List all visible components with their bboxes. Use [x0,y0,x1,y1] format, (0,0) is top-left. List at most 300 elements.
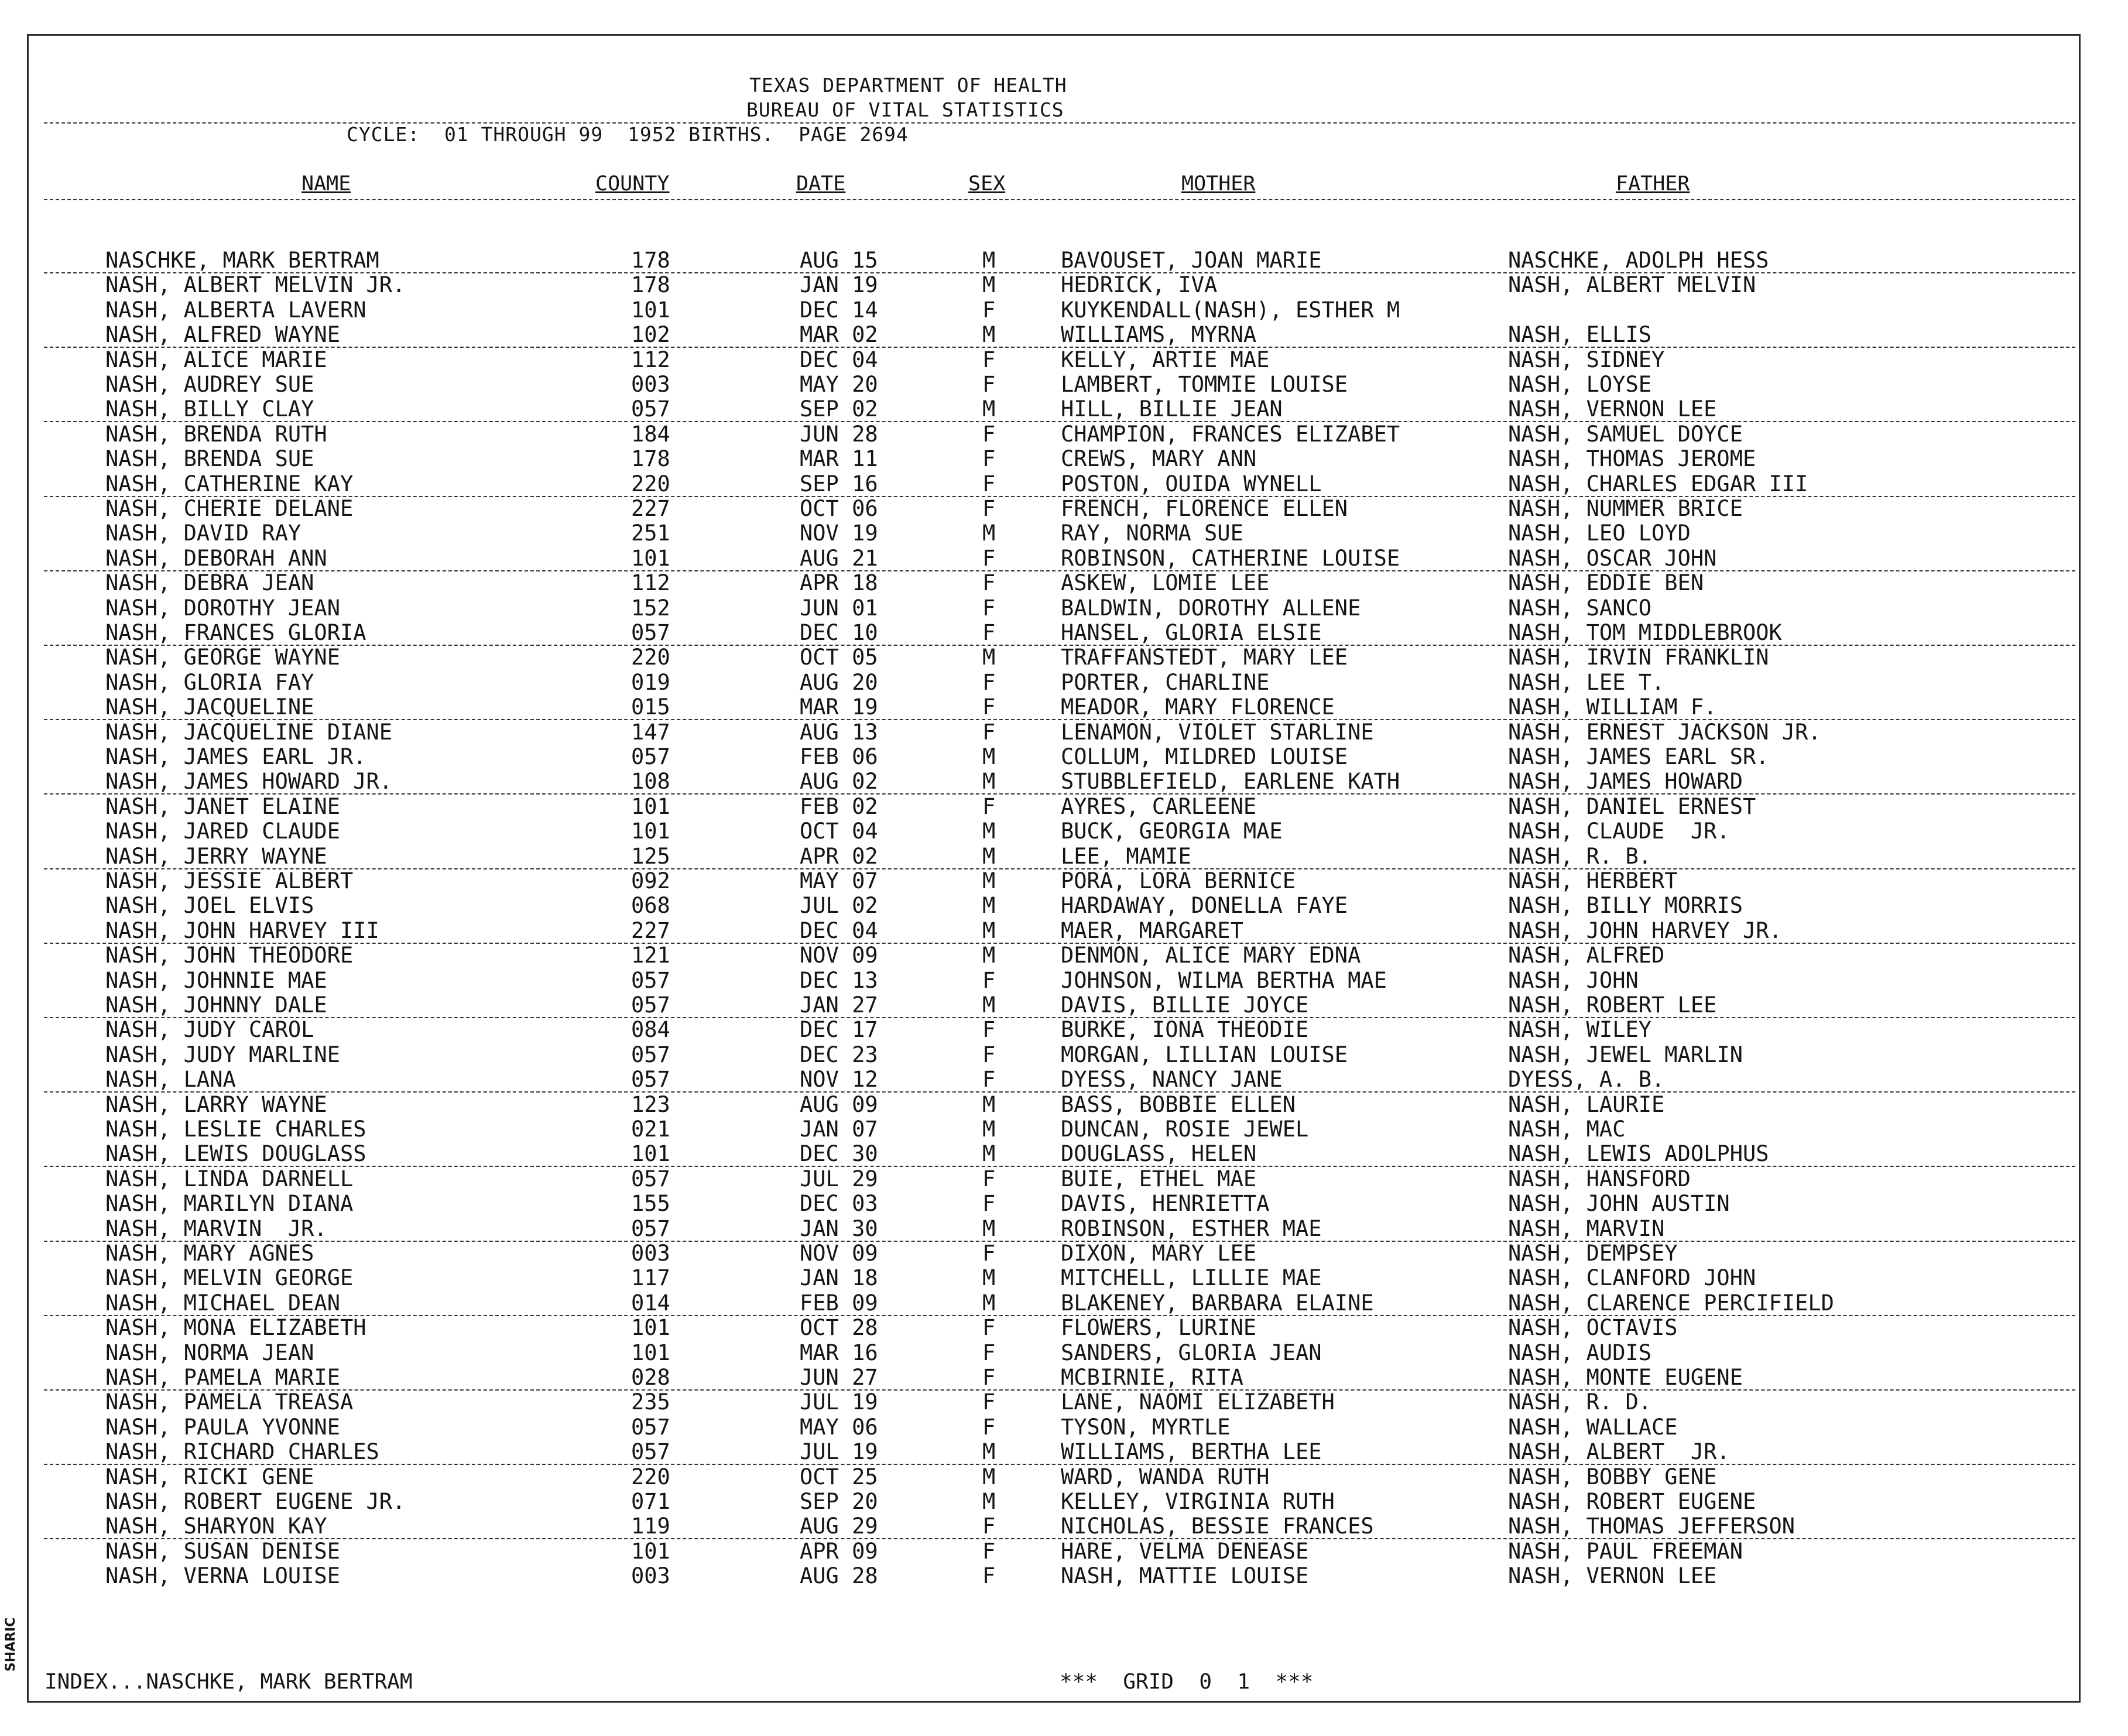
record-sex: F [982,347,996,372]
record-name: NASH, SUSAN DENISE [105,1538,340,1564]
record-father: NASH, LEWIS ADOLPHUS [1508,1141,1769,1167]
record-father: NASH, DANIEL ERNEST [1508,793,1756,819]
record-father: NASH, OSCAR JOHN [1508,545,1717,571]
record-county: 021 [631,1117,670,1142]
record-name: NASH, BILLY CLAY [105,396,314,422]
record-county: 112 [631,347,670,372]
record-sex: F [982,669,996,695]
record-sex: F [982,1166,996,1191]
record-date: DEC 13 [800,967,878,993]
record-county: 220 [631,471,670,497]
record-name: NASH, ALFRED WAYNE [105,322,340,348]
record-date: SEP 20 [800,1489,878,1514]
record-mother: LENAMON, VIOLET STARLINE [1061,719,1374,745]
record-date: SEP 02 [800,396,878,422]
record-name: NASH, MELVIN GEORGE [105,1265,354,1291]
record-mother: COLLUM, MILDRED LOUISE [1061,744,1348,769]
record-date: AUG 29 [800,1514,878,1539]
record-name: NASH, JACQUELINE DIANE [105,719,393,745]
record-father: NASH, BOBBY GENE [1508,1464,1717,1490]
record-county: 101 [631,545,670,571]
record-name: NASH, DEBORAH ANN [105,545,327,571]
row-separator [44,347,2075,348]
record-mother: PORTER, CHARLINE [1061,669,1270,695]
record-name: NASH, MARVIN JR. [105,1215,327,1241]
record-sex: F [982,570,996,596]
record-county: 028 [631,1365,670,1390]
record-mother: HARDAWAY, DONELLA FAYE [1061,893,1348,919]
record-father: NASH, ERNEST JACKSON JR. [1508,719,1821,745]
record-father: NASH, VERNON LEE [1508,1563,1717,1589]
record-date: JUN 27 [800,1365,878,1390]
record-sex: F [982,471,996,497]
record-father: NASH, JAMES HOWARD [1508,769,1743,795]
record-mother: FLOWERS, LURINE [1061,1315,1257,1341]
record-father: NASH, EDDIE BEN [1508,570,1704,596]
record-sex: M [982,1439,996,1465]
record-county: 057 [631,396,670,422]
record-sex: F [982,1514,996,1539]
record-mother: NICHOLAS, BESSIE FRANCES [1061,1514,1374,1539]
record-father: NASH, OCTAVIS [1508,1315,1678,1341]
record-county: 057 [631,1414,670,1440]
record-date: APR 18 [800,570,878,596]
record-date: OCT 05 [800,645,878,670]
record-father: NASH, ROBERT EUGENE [1508,1489,1756,1514]
record-name: NASH, BRENDA SUE [105,446,314,472]
column-date: DATE [796,172,846,196]
record-county: 015 [631,694,670,720]
record-name: NASH, JANET ELAINE [105,793,340,819]
record-name: NASH, JOHNNIE MAE [105,967,327,993]
record-father: NASH, JOHN AUSTIN [1508,1191,1730,1217]
agency-title: TEXAS DEPARTMENT OF HEALTH [749,74,1067,97]
record-mother: STUBBLEFIELD, EARLENE KATH [1061,769,1400,795]
record-mother: RAY, NORMA SUE [1061,521,1243,546]
record-sex: M [982,769,996,795]
record-sex: M [982,943,996,968]
record-county: 178 [631,248,670,273]
record-date: DEC 14 [800,297,878,323]
record-county: 014 [631,1290,670,1316]
record-name: NASH, JOEL ELVIS [105,893,314,919]
record-name: NASH, LANA [105,1067,236,1093]
record-mother: ROBINSON, ESTHER MAE [1061,1215,1322,1241]
record-county: 220 [631,1464,670,1490]
record-name: NASH, SHARYON KAY [105,1514,327,1539]
record-sex: F [982,1241,996,1266]
record-date: AUG 02 [800,769,878,795]
record-mother: WILLIAMS, MYRNA [1061,322,1257,348]
record-father: NASH, NUMMER BRICE [1508,496,1743,521]
record-father: NASH, ALBERT MELVIN [1508,272,1756,298]
record-mother: DYESS, NANCY JANE [1061,1067,1283,1093]
record-sex: M [982,1464,996,1490]
record-date: SEP 16 [800,471,878,497]
record-county: 125 [631,843,670,869]
column-mother: MOTHER [1181,172,1256,196]
record-mother: BUIE, ETHEL MAE [1061,1166,1257,1191]
record-county: 251 [631,521,670,546]
record-father: NASH, R. D. [1508,1389,1652,1415]
row-separator [44,570,2075,571]
record-sex: M [982,521,996,546]
record-mother: JOHNSON, WILMA BERTHA MAE [1061,967,1387,993]
record-county: 071 [631,1489,670,1514]
record-name: NASH, MICHAEL DEAN [105,1290,340,1316]
record-county: 092 [631,868,670,893]
record-date: NOV 09 [800,1241,878,1266]
record-date: JAN 30 [800,1215,878,1241]
record-name: NASH, LEWIS DOUGLASS [105,1141,366,1167]
record-date: JUL 19 [800,1439,878,1465]
record-date: FEB 09 [800,1290,878,1316]
record-date: AUG 09 [800,1091,878,1117]
record-mother: DAVIS, HENRIETTA [1061,1191,1270,1217]
record-father: NASH, SANCO [1508,595,1652,621]
record-mother: DUNCAN, ROSIE JEWEL [1061,1117,1309,1142]
record-mother: BAVOUSET, JOAN MARIE [1061,248,1322,273]
record-sex: F [982,372,996,397]
record-mother: KELLY, ARTIE MAE [1061,347,1270,372]
record-county: 057 [631,1439,670,1465]
record-father: NASH, TOM MIDDLEBROOK [1508,620,1782,645]
record-name: NASH, CATHERINE KAY [105,471,354,497]
record-father: NASH, MAC [1508,1117,1626,1142]
record-sex: M [982,1141,996,1167]
record-date: MAY 06 [800,1414,878,1440]
record-mother: DIXON, MARY LEE [1061,1241,1257,1266]
row-separator [44,1464,2075,1465]
record-county: 101 [631,1538,670,1564]
record-name: NASH, JACQUELINE [105,694,314,720]
record-father: NASH, THOMAS JEROME [1508,446,1756,472]
record-mother: DENMON, ALICE MARY EDNA [1061,943,1361,968]
record-date: JUN 28 [800,421,878,447]
record-date: MAR 02 [800,322,878,348]
record-mother: HANSEL, GLORIA ELSIE [1061,620,1322,645]
record-name: NASH, ALBERT MELVIN JR. [105,272,406,298]
record-father: NASH, WILLIAM F. [1508,694,1717,720]
record-mother: KELLEY, VIRGINIA RUTH [1061,1489,1335,1514]
record-father: NASH, BILLY MORRIS [1508,893,1743,919]
record-date: APR 02 [800,843,878,869]
record-county: 084 [631,1017,670,1043]
record-name: NASH, JESSIE ALBERT [105,868,354,893]
bureau-title: BUREAU OF VITAL STATISTICS [746,98,1064,121]
record-county: 003 [631,1241,670,1266]
column-name: NAME [301,172,351,196]
record-name: NASH, JERRY WAYNE [105,843,327,869]
record-county: 101 [631,1340,670,1365]
record-county: 101 [631,1315,670,1341]
record-date: MAR 16 [800,1340,878,1365]
record-name: NASH, DAVID RAY [105,521,301,546]
row-separator [44,645,2075,646]
record-mother: MORGAN, LILLIAN LOUISE [1061,1042,1348,1067]
row-separator [44,1538,2075,1539]
record-father: NASH, AUDIS [1508,1340,1652,1365]
record-sex: F [982,1414,996,1440]
record-date: AUG 20 [800,669,878,695]
record-father: NASH, VERNON LEE [1508,396,1717,422]
record-father: NASH, ELLIS [1508,322,1652,348]
record-mother: KUYKENDALL(NASH), ESTHER M [1061,297,1400,323]
record-father: NASH, DEMPSEY [1508,1241,1678,1266]
record-name: NASCHKE, MARK BERTRAM [105,248,379,273]
record-date: DEC 04 [800,917,878,943]
side-label: SHARIC [4,1617,18,1672]
record-mother: DAVIS, BILLIE JOYCE [1061,992,1309,1018]
record-sex: F [982,1538,996,1564]
record-mother: HARE, VELMA DENEASE [1061,1538,1309,1564]
record-name: NASH, RICKI GENE [105,1464,314,1490]
record-name: NASH, PAMELA MARIE [105,1365,340,1390]
record-mother: MCBIRNIE, RITA [1061,1365,1243,1390]
record-name: NASH, JOHNNY DALE [105,992,327,1018]
record-county: 108 [631,769,670,795]
record-sex: F [982,297,996,323]
record-name: NASH, ROBERT EUGENE JR. [105,1489,406,1514]
record-county: 155 [631,1191,670,1217]
record-name: NASH, JAMES EARL JR. [105,744,366,769]
record-name: NASH, MARILYN DIANA [105,1191,354,1217]
record-name: NASH, JOHN THEODORE [105,943,354,968]
grid-footer: *** GRID 0 1 *** [1060,1670,1314,1694]
record-county: 057 [631,1215,670,1241]
record-county: 220 [631,645,670,670]
record-father: NASH, SAMUEL DOYCE [1508,421,1743,447]
column-sex: SEX [968,172,1006,196]
record-county: 057 [631,744,670,769]
record-county: 117 [631,1265,670,1291]
record-date: DEC 10 [800,620,878,645]
record-sex: M [982,1117,996,1142]
record-sex: M [982,1265,996,1291]
record-mother: MAER, MARGARET [1061,917,1243,943]
record-county: 068 [631,893,670,919]
record-date: DEC 03 [800,1191,878,1217]
column-father: FATHER [1616,172,1690,196]
record-mother: DOUGLASS, HELEN [1061,1141,1257,1167]
record-date: JAN 18 [800,1265,878,1291]
row-separator [44,1241,2075,1242]
record-mother: BURKE, IONA THEODIE [1061,1017,1309,1043]
record-mother: WILLIAMS, BERTHA LEE [1061,1439,1322,1465]
record-county: 184 [631,421,670,447]
record-county: 121 [631,943,670,968]
record-date: JAN 27 [800,992,878,1018]
record-name: NASH, FRANCES GLORIA [105,620,366,645]
record-date: AUG 13 [800,719,878,745]
record-father: DYESS, A. B. [1508,1067,1665,1093]
record-sex: F [982,1067,996,1093]
row-separator [44,421,2075,422]
record-sex: F [982,1340,996,1365]
row-separator [44,1017,2075,1018]
column-divider [44,199,2075,200]
record-name: NASH, BRENDA RUTH [105,421,327,447]
record-sex: F [982,694,996,720]
record-mother: ASKEW, LOMIE LEE [1061,570,1270,596]
record-sex: M [982,248,996,273]
record-name: NASH, LESLIE CHARLES [105,1117,366,1142]
record-sex: M [982,893,996,919]
record-date: DEC 04 [800,347,878,372]
record-mother: LANE, NAOMI ELIZABETH [1061,1389,1335,1415]
record-father: NASH, IRVIN FRANKLIN [1508,645,1769,670]
record-county: 147 [631,719,670,745]
record-mother: TRAFFANSTEDT, MARY LEE [1061,645,1348,670]
record-mother: BLAKENEY, BARBARA ELAINE [1061,1290,1374,1316]
record-date: DEC 23 [800,1042,878,1067]
record-name: NASH, JUDY MARLINE [105,1042,340,1067]
record-sex: M [982,1215,996,1241]
record-mother: BUCK, GEORGIA MAE [1061,819,1283,844]
record-date: NOV 12 [800,1067,878,1093]
record-name: NASH, ALBERTA LAVERN [105,297,366,323]
record-date: MAY 07 [800,868,878,893]
record-mother: LAMBERT, TOMMIE LOUISE [1061,372,1348,397]
record-sex: M [982,1091,996,1117]
record-father: NASH, MONTE EUGENE [1508,1365,1743,1390]
record-county: 057 [631,992,670,1018]
record-mother: HEDRICK, IVA [1061,272,1218,298]
record-date: JAN 19 [800,272,878,298]
record-county: 227 [631,917,670,943]
record-mother: WARD, WANDA RUTH [1061,1464,1270,1490]
record-father: NASH, ROBERT LEE [1508,992,1717,1018]
record-father: NASH, LAURIE [1508,1091,1665,1117]
record-father: NASH, CHARLES EDGAR III [1508,471,1808,497]
record-father: NASH, CLAUDE JR. [1508,819,1730,844]
record-name: NASH, LARRY WAYNE [105,1091,327,1117]
record-mother: ROBINSON, CATHERINE LOUISE [1061,545,1400,571]
record-county: 003 [631,372,670,397]
index-footer: INDEX...NASCHKE, MARK BERTRAM [44,1670,413,1694]
record-sex: F [982,620,996,645]
record-county: 152 [631,595,670,621]
record-date: JUN 01 [800,595,878,621]
record-date: NOV 09 [800,943,878,968]
record-father: NASH, WALLACE [1508,1414,1678,1440]
record-name: NASH, DOROTHY JEAN [105,595,340,621]
record-sex: F [982,1365,996,1390]
record-date: JAN 07 [800,1117,878,1142]
record-county: 123 [631,1091,670,1117]
record-father: NASH, HERBERT [1508,868,1678,893]
record-sex: F [982,793,996,819]
record-name: NASH, GEORGE WAYNE [105,645,340,670]
record-father: NASH, JOHN HARVEY JR. [1508,917,1782,943]
record-county: 057 [631,967,670,993]
record-sex: M [982,868,996,893]
record-name: NASH, MARY AGNES [105,1241,314,1266]
record-name: NASH, CHERIE DELANE [105,496,354,521]
record-father: NASH, JEWEL MARLIN [1508,1042,1743,1067]
record-sex: F [982,595,996,621]
record-date: AUG 21 [800,545,878,571]
record-date: APR 09 [800,1538,878,1564]
record-date: FEB 02 [800,793,878,819]
record-date: AUG 15 [800,248,878,273]
record-name: NASH, AUDREY SUE [105,372,314,397]
record-county: 235 [631,1389,670,1415]
record-name: NASH, LINDA DARNELL [105,1166,354,1191]
record-sex: F [982,1563,996,1589]
record-mother: HILL, BILLIE JEAN [1061,396,1283,422]
record-date: OCT 28 [800,1315,878,1341]
record-name: NASH, JUDY CAROL [105,1017,314,1043]
record-mother: PORA, LORA BERNICE [1061,868,1296,893]
record-father: NASH, PAUL FREEMAN [1508,1538,1743,1564]
record-mother: FRENCH, FLORENCE ELLEN [1061,496,1348,521]
record-date: OCT 06 [800,496,878,521]
record-date: MAR 11 [800,446,878,472]
record-father: NASH, ALBERT JR. [1508,1439,1730,1465]
record-sex: M [982,322,996,348]
record-sex: F [982,446,996,472]
record-sex: F [982,1017,996,1043]
record-mother: MITCHELL, LILLIE MAE [1061,1265,1322,1291]
record-father: NASH, SIDNEY [1508,347,1665,372]
record-name: NASH, JARED CLAUDE [105,819,340,844]
record-name: NASH, JOHN HARVEY III [105,917,379,943]
record-county: 101 [631,793,670,819]
record-father: NASH, CLARENCE PERCIFIELD [1508,1290,1834,1316]
record-county: 057 [631,620,670,645]
record-sex: M [982,272,996,298]
record-sex: M [982,917,996,943]
record-mother: TYSON, MYRTLE [1061,1414,1231,1440]
record-sex: F [982,496,996,521]
record-sex: F [982,719,996,745]
record-county: 119 [631,1514,670,1539]
record-mother: SANDERS, GLORIA JEAN [1061,1340,1322,1365]
column-county: COUNTY [595,172,670,196]
record-name: NASH, GLORIA FAY [105,669,314,695]
record-name: NASH, PAULA YVONNE [105,1414,340,1440]
record-date: JUL 02 [800,893,878,919]
record-mother: CHAMPION, FRANCES ELIZABET [1061,421,1400,447]
record-date: FEB 06 [800,744,878,769]
record-sex: M [982,645,996,670]
record-name: NASH, ALICE MARIE [105,347,327,372]
cycle-line: CYCLE: 01 THROUGH 99 1952 BIRTHS. PAGE 2694 [347,123,909,146]
record-name: NASH, DEBRA JEAN [105,570,314,596]
record-sex: M [982,396,996,422]
record-sex: F [982,545,996,571]
record-sex: F [982,1315,996,1341]
row-separator [44,1091,2075,1093]
record-county: 057 [631,1067,670,1093]
record-mother: AYRES, CARLEENE [1061,793,1257,819]
record-name: NASH, JAMES HOWARD JR. [105,769,393,795]
record-father: NASH, LOYSE [1508,372,1652,397]
record-county: 101 [631,1141,670,1167]
record-sex: M [982,819,996,844]
record-mother: POSTON, OUIDA WYNELL [1061,471,1322,497]
record-date: OCT 04 [800,819,878,844]
record-county: 112 [631,570,670,596]
record-father: NASH, JOHN [1508,967,1639,993]
record-sex: F [982,1389,996,1415]
record-sex: F [982,421,996,447]
record-name: NASH, RICHARD CHARLES [105,1439,379,1465]
record-name: NASH, PAMELA TREASA [105,1389,354,1415]
record-mother: BASS, BOBBIE ELLEN [1061,1091,1296,1117]
record-sex: M [982,1290,996,1316]
